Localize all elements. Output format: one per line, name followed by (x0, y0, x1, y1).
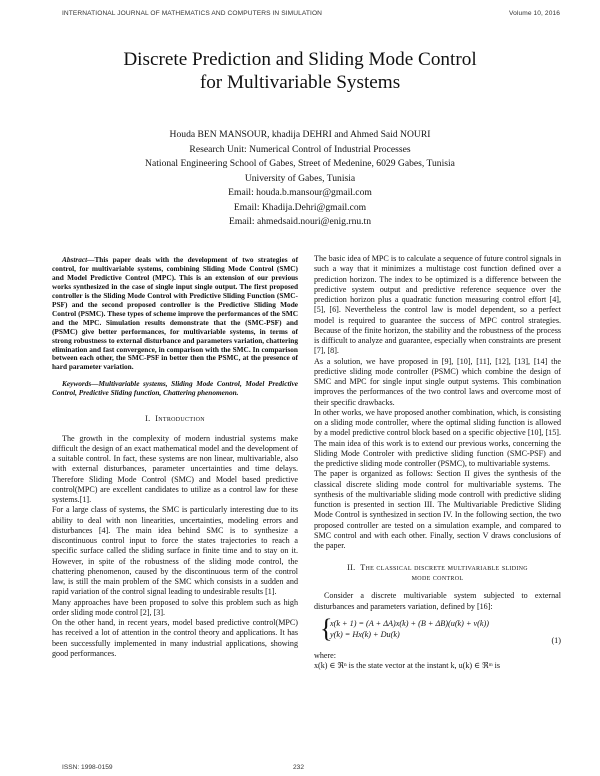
keywords-text: —Multivariable systems, Sliding Mode Control, Model Predictive Control, Predictive Sliding function, Chattering phenomenon. (52, 379, 298, 398)
intro-paragraph-1: The growth in the complexity of modern industrial systems make difficult the design of an exact mathematical model and the development of a suitable control. In fact, these systems are non linear, multivariable, also with external disturbances, parameter uncertainties and time delays. Therefore Sliding Mode Control (SMC) and Model based predictive control(MPC) are excellent candidates to utilize as a control law for these systems.[1]. (52, 433, 298, 505)
volume-label: Volume 10, 2016 (509, 10, 560, 17)
journal-name: INTERNATIONAL JOURNAL OF MATHEMATICS AND COMPUTERS IN SIMULATION (62, 10, 323, 17)
author-names: Houda BEN MANSOUR, khadija DEHRI and Ahmed Said NOURI (169, 129, 431, 140)
affiliation-line-2: National Engineering School of Gabes, Street of Medenine, 6029 Gabes, Tunisia (145, 158, 455, 169)
email-line-3: Email: ahmedsaid.nouri@enig.rnu.tn (228, 216, 372, 227)
section-2-title-part-1: The classical discrete multivariable sliding (360, 563, 528, 573)
section-2-title-line-2: mode control (411, 573, 464, 583)
solution-paragraph: As a solution, we have proposed in [9], [10], [11], [12], [13], [14] the predictive sliding mode controller (PSMC) which combine the design of SMC and MPC for single input single output systems. This combination improves the performances of the two control laws and overcome most of their specific drawbacks. (314, 356, 561, 407)
section-2-heading (314, 563, 561, 583)
equation-line-2: y(k) = Hx(k) + Du(k) (330, 629, 400, 639)
where-label: where: (314, 650, 337, 660)
equation-1 (314, 613, 561, 647)
intro-paragraph-3: Many approaches have been proposed to solve this problem such as high order sliding mode control [2], [3]. (52, 597, 298, 617)
section-1-heading (52, 414, 298, 424)
mpc-paragraph: The basic idea of MPC is to calculate a sequence of future control signals in such a way that it minimizes a multistage cost function defined over a prediction horizon. The index to be optimized is a difference between the predictive system output and predictive reference sequence over the prediction horizon plus a quadratic function measuring control effort [4], [5], [6]. Nevertheless the control law is model dependent, so a perfect model is required to guarantee the success of MPC control strategies. Because of the finite horizon, the stability and the robustness of the process is difficult to analyze and guarantee, especially when constraints are present [7], [8]. (314, 254, 561, 356)
affiliation-line-1: Research Unit: Numerical Control of Industrial Processes (189, 143, 411, 155)
equation-brace: { (320, 613, 333, 643)
section-1-title: Introduction (155, 414, 205, 424)
email-line-2: Email: Khadija.Dehri@gmail.com (233, 201, 367, 213)
equation-number: (1) (551, 635, 561, 645)
other-works-paragraph: In other works, we have proposed another combination, which, is consisting on a sliding mode controller, where the optimal sliding function is allowed by a model predictive control block based on a specific objective [10], [15]. The main idea of this work is to extend our previous works, concerning the Sliding Mode Controler with predictive sliding function (SMC-PSF) and the predictive sliding mode controller (PSMC), to multivariable systems. (314, 407, 561, 468)
abstract (52, 256, 298, 372)
running-header (62, 10, 560, 17)
keywords (52, 380, 298, 398)
affiliation-line-3: University of Gabes, Tunisia (244, 172, 356, 184)
keywords-label: Keywords (62, 379, 92, 389)
author-block (40, 128, 560, 230)
state-vector-text: x(k) ∈ ℜⁿ is the state vector at the instant k, u(k) ∈ ℜᵐ is (314, 661, 501, 670)
abstract-text: —This paper deals with the development of two strategies of control, for multivariable systems, combining Sliding Mode Control (SMC) and Model Predictive Control (MPC). This is an extension of our previous works synthesized in the case of single input single output. The first proposed controller is the Sliding Mode Control with Predictive Sliding Function (SMC-PSF) and the second proposed controller is the Predictive Sliding Mode Control (PSMC). These types of scheme improve the performances of the SMC and the MPC. Simulation results demonstrate that the (SMC-PSF) and (PSMC) give better performances, for multivariable systems, in terms of strong robustness to external disturbance and parameters variation, chattering elimination and fast convergence, in comparison with the SMC. In comparison between each other, the SMC-PSF in better then the PSMC, at the presence of hard parameter variation. (52, 255, 298, 372)
abstract-label: Abstract (62, 255, 88, 264)
email-line-1: Email: houda.b.mansour@gmail.com (228, 187, 372, 198)
right-column (314, 254, 561, 671)
section-1-numeral: I. (145, 414, 151, 424)
intro-paragraph-4: On the other hand, in recent years, model based predictive control(MPC) has received a lot of attention in the control theory and applications. It has been successfully implemented in many industrial applications, showing good performances. (52, 618, 298, 658)
title-line-2: for Multivariable Systems (199, 72, 401, 93)
section-2-title-line-1 (314, 563, 561, 573)
intro-paragraph-2: For a large class of systems, the SMC is particularly interesting due to its ability to deal with non linearities, uncertainties, modeling errors and disturbances [4]. The main idea behind SMC is to synthesize a discontinuous control input to force the states trajectories to reach a specific surface called the sliding surface in finite time and to stay on it. However, in spite of the robustness of the sliding mode control, the chattering phenomenon, caused by the discontinuous term of the control law, is still the main problem of the SMC which consists in a sudden and rapid variation of the control signal leading to undesirable results [1]. (52, 505, 298, 597)
paper-title (40, 48, 560, 94)
organization-paragraph: The paper is organized as follows: Section II gives the synthesis of the classical discrete sliding mode control for multivariable systems. The synthesis of the multivariable sliding mode controll with predictive sliding function is presented in section III. The Multivariable Predictive Sliding Mode Control is synthesized in section IV. In the following section, the two proposed controller are tested on a simulation example, and compared to SMC control and with each other. Finally, section V draws conclusions of the paper. (314, 469, 561, 550)
section-2-numeral: II. (347, 563, 356, 573)
title-line-1: Discrete Prediction and Sliding Mode Control (123, 49, 477, 70)
issn-footer: ISSN: 1998-0159 (62, 764, 113, 771)
system-paragraph: Consider a discrete multivariable system subjected to external disturbances and parameters variation, defined by [16]: (314, 591, 561, 611)
equation-line-1: x(k + 1) = (A + ΔA)x(k) + (B + ΔB)(u(k) + v(k)) (330, 618, 489, 628)
page-number: 232 (293, 764, 305, 771)
left-column (52, 256, 298, 659)
